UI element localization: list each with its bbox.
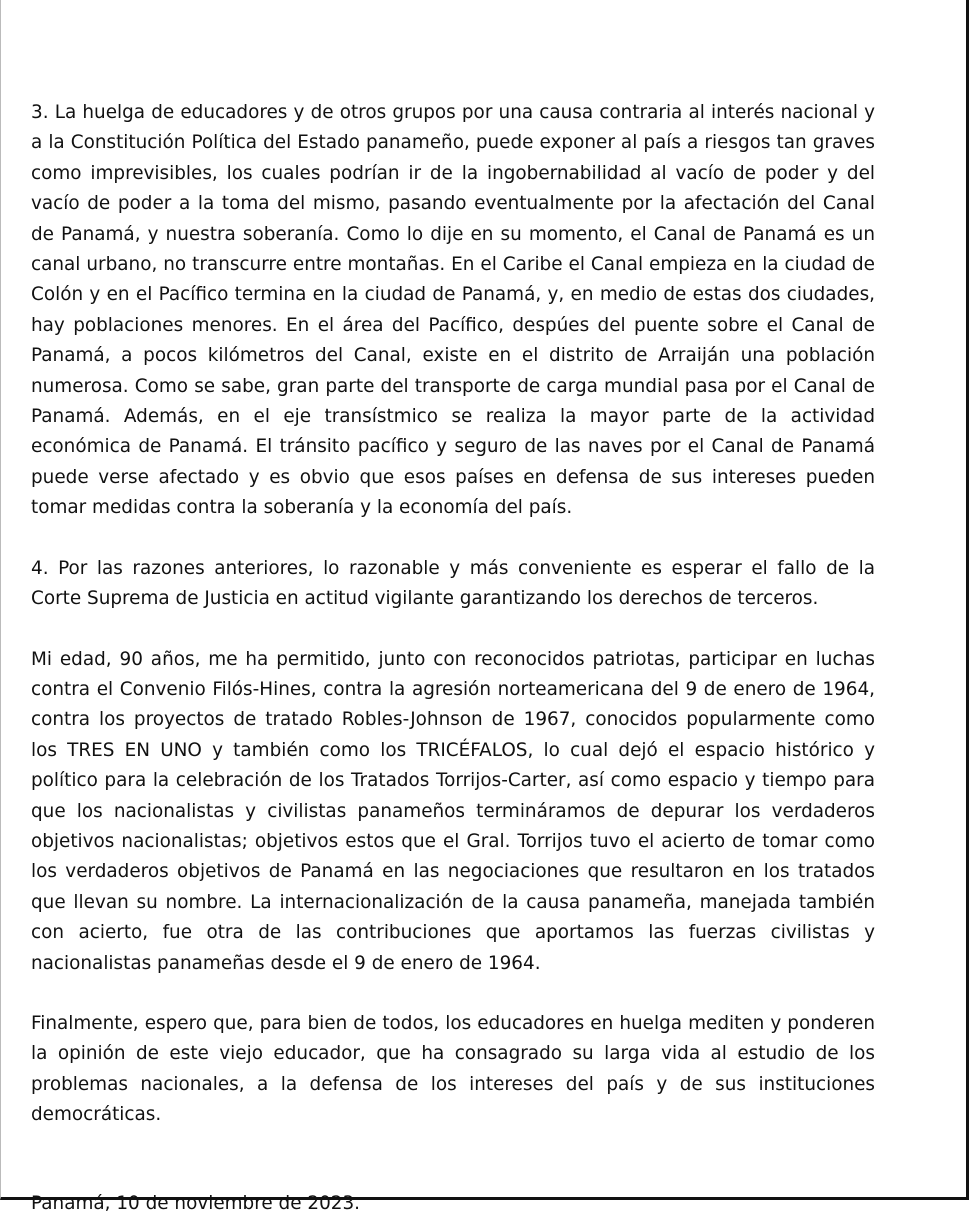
paragraph-spacer (31, 615, 875, 645)
place-and-date: Panamá, 10 de noviembre de 2023. (31, 1192, 361, 1214)
paragraph-4-await-ruling: 4. Por las razones anteriores, lo razonable y más conveniente es esperar el fallo de la Corte Suprema de Justicia en actitud vigilante garantizando los derechos de terceros. (31, 557, 875, 610)
paragraph-personal-history: Mi edad, 90 años, me ha permitido, junto con reconocidos patriotas, participar en luchas contra el Convenio Filós-Hines, contra la agresión norteamericana del 9 de enero de 1964, contra los proyectos de tratado Robles-Johnson de 1967, conocidos popularmente como los TRES EN UNO y también como los TRICÉFALOS, lo cual dejó el espacio histórico y político para la celebración de los Tratados Torrijos-Carter, así como espacio y tiempo para que los nacionalistas y civilistas panameños termináramos de depurar los verdaderos objetivos nacionalistas; objetivos estos que el Gral. Torrijos tuvo el acierto de tomar como los verdaderos objetivos de Panamá en las negociaciones que resultaron en los tratados que llevan su nombre. La internacionalización de la causa panameña, manejada también con acierto, fue otra de las contribuciones que aportamos las fuerzas civilistas y nacionalistas panameñas desde el 9 de enero de 1964. (31, 648, 875, 974)
paragraph-spacer (31, 979, 875, 1009)
paragraph-spacer (31, 1131, 875, 1189)
paragraph-3-strike-risks: 3. La huelga de educadores y de otros grupos por una causa contraria al interés nacional y a la Constitución Política del Estado panameño, puede exponer al país a riesgos tan graves como imprevisibles, los cuales podrían ir de la ingobernabilidad al vacío de poder y del vacío de poder a la toma del mismo, pasando eventualmente por la afectación del Canal de Panamá, y nuestra soberanía. Como lo dije en su momento, el Canal de Panamá es un canal urbano, no transcurre entre montañas. En el Caribe el Canal empieza en la ciudad de Colón y en el Pacífico termina en la ciudad de Panamá, y, en medio de estas dos ciudades, hay poblaciones menores. En el área del Pacífico, despúes del puente sobre el Canal de Panamá, a pocos kilómetros del Canal, existe en el distrito de Arraiján una población numerosa. Como se sabe, gran parte del transporte de carga mundial pasa por el Canal de Panamá. Además, en el eje transístmico se realiza la mayor parte de la actividad económica de Panamá. El tránsito pacífico y seguro de las naves por el Canal de Panamá puede verse afectado y es obvio que esos países en defensa de sus intereses pueden tomar medidas contra la soberanía y la economía del país. (31, 102, 875, 519)
paragraph-closing-appeal: Finalmente, espero que, para bien de todos, los educadores en huelga mediten y ponderen la opinión de este viejo educador, que ha consagrado su larga vida al estudio de los problemas nacionales, a la defensa de los intereses del país y de sus instituciones democráticas. (31, 1012, 875, 1126)
paragraph-spacer (31, 524, 875, 554)
letter-body (31, 98, 875, 1219)
